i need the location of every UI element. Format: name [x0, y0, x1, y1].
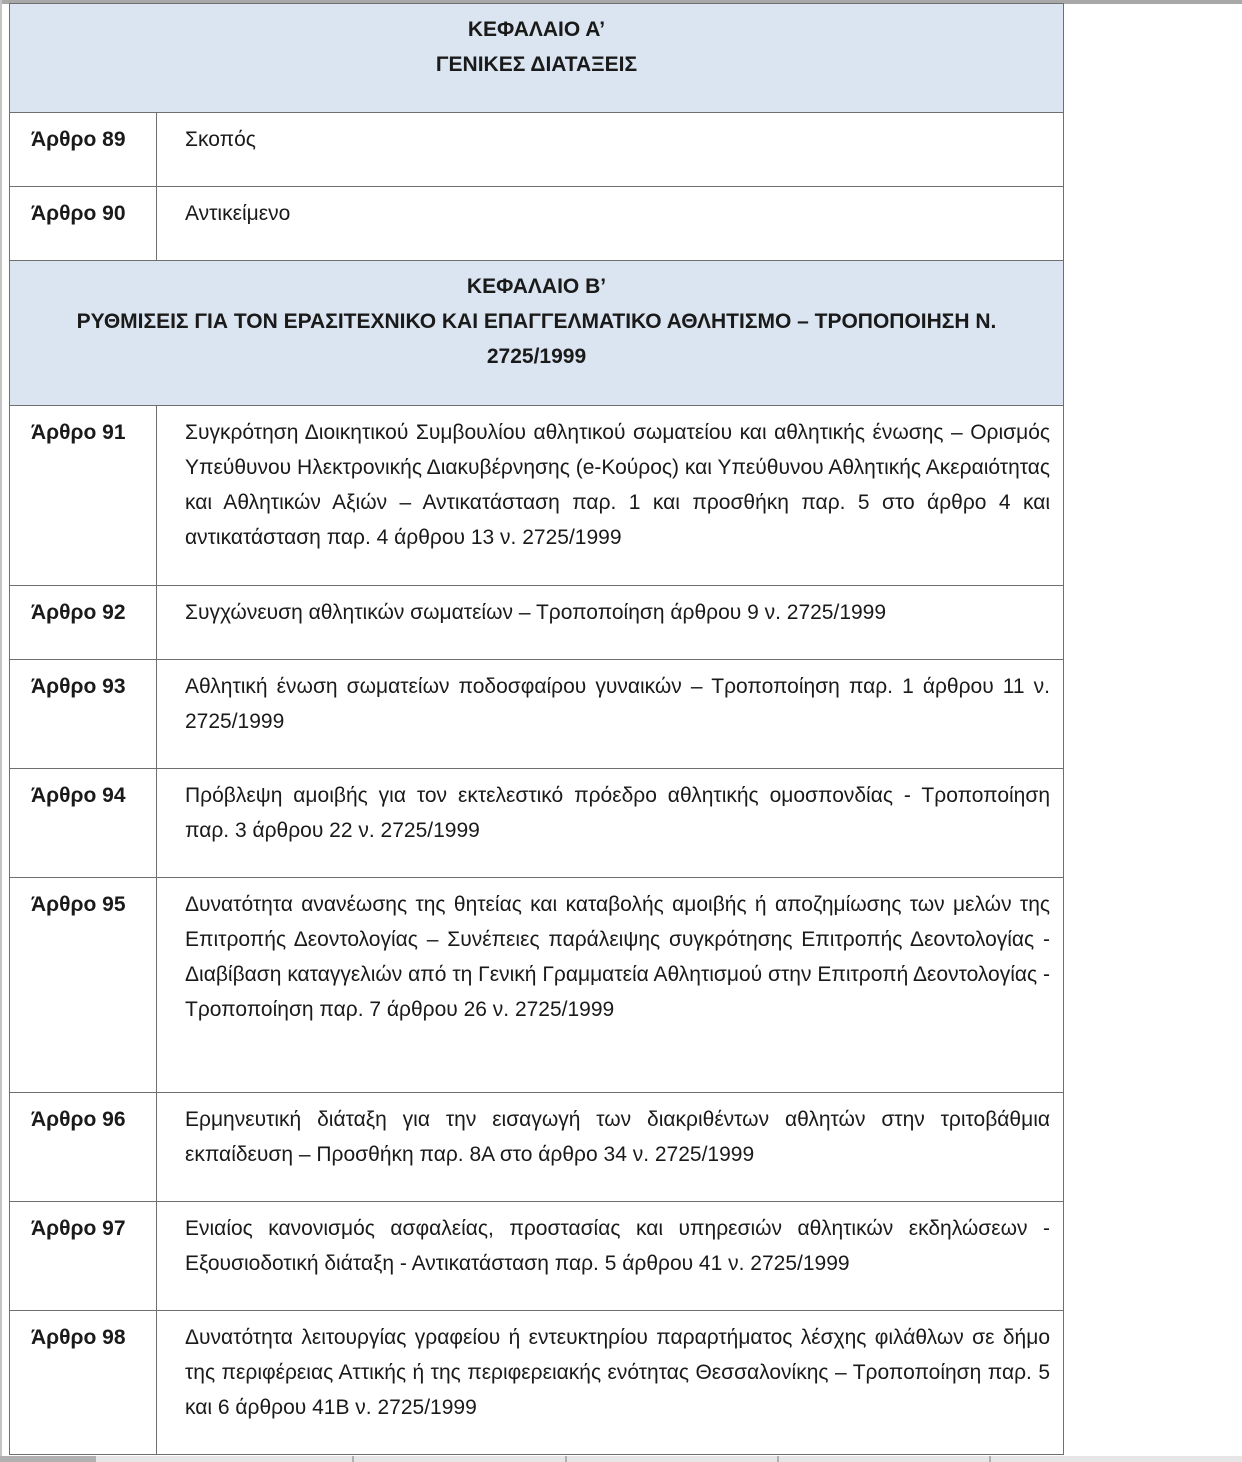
- article-row: [10, 878, 1064, 1093]
- article-title: Πρόβλεψη αμοιβής για τον εκτελεστικό πρόεδρο αθλητικής ομοσπονδίας - Τροποποίηση παρ. 3 άρθρου 22 ν. 2725/1999: [157, 769, 1064, 878]
- article-row: [10, 1093, 1064, 1202]
- article-title: Σκοπός: [157, 113, 1064, 187]
- article-title: Δυνατότητα λειτουργίας γραφείου ή εντευκτηρίου παραρτήματος λέσχης φιλάθλων σε δήμο της περιφέρειας Αττικής ή της περιφερειακής ενότητας Θεσσαλονίκης – Τροποποίηση παρ. 5 και 6 άρθρου 41Β ν. 2725/1999: [157, 1311, 1064, 1455]
- article-title: Αντικείμενο: [157, 187, 1064, 261]
- bottom-edge-tick: [989, 1456, 991, 1462]
- article-row: [10, 187, 1064, 261]
- article-row: [10, 406, 1064, 586]
- article-number: Άρθρο 97: [10, 1202, 157, 1311]
- article-title: Δυνατότητα ανανέωσης της θητείας και καταβολής αμοιβής ή αποζημίωσης των μελών της Επιτροπής Δεοντολογίας – Συνέπειες παράλειψης συγκρότησης Επιτροπής Δεοντολογίας - Διαβίβαση καταγγελιών από τη Γενική Γραμματεία Αθλητισμού στην Επιτροπή Δεοντολογίας - Τροποποίηση παρ. 7 άρθρου 26 ν. 2725/1999: [157, 878, 1064, 1093]
- page-left-border: [0, 0, 2, 1462]
- bottom-edge-shade: [0, 1456, 96, 1462]
- article-row: [10, 113, 1064, 187]
- chapter-subtitle-continued: 2725/1999: [486, 345, 587, 368]
- table-of-contents: [9, 3, 1064, 1455]
- chapter-subtitle: ΡΥΘΜΙΣΕΙΣ ΓΙΑ ΤΟΝ ΕΡΑΣΙΤΕΧΝΙΚΟ ΚΑΙ ΕΠΑΓΓΕΛΜΑΤΙΚΟ ΑΘΛΗΤΙΣΜΟ – ΤΡΟΠΟΠΟΙΗΣΗ Ν.: [76, 310, 997, 333]
- article-number: Άρθρο 89: [10, 113, 157, 187]
- article-number: Άρθρο 91: [10, 406, 157, 586]
- article-number: Άρθρο 90: [10, 187, 157, 261]
- chapter-row: [10, 4, 1064, 113]
- chapter-subtitle: ΓΕΝΙΚΕΣ ΔΙΑΤΑΞΕΙΣ: [435, 53, 638, 76]
- chapter-header: [10, 261, 1064, 406]
- article-title: Αθλητική ένωση σωματείων ποδοσφαίρου γυναικών – Τροποποίηση παρ. 1 άρθρου 11 ν. 2725/1999: [157, 660, 1064, 769]
- page-bottom-edge: [0, 1456, 1242, 1462]
- bottom-edge-tick: [777, 1456, 779, 1462]
- article-number: Άρθρο 98: [10, 1311, 157, 1455]
- article-title: Ενιαίος κανονισμός ασφαλείας, προστασίας και υπηρεσιών αθλητικών εκδηλώσεων - Εξουσιοδοτική διάταξη - Αντικατάσταση παρ. 5 άρθρου 41 ν. 2725/1999: [157, 1202, 1064, 1311]
- article-number: Άρθρο 93: [10, 660, 157, 769]
- article-number: Άρθρο 96: [10, 1093, 157, 1202]
- chapter-row: [10, 261, 1064, 406]
- article-number: Άρθρο 95: [10, 878, 157, 1093]
- article-row: [10, 1202, 1064, 1311]
- article-row: [10, 769, 1064, 878]
- chapter-heading: ΚΕΦΑΛΑΙΟ Α’: [467, 18, 606, 41]
- chapter-header: [10, 4, 1064, 113]
- bottom-edge-tick: [565, 1456, 567, 1462]
- article-row: [10, 586, 1064, 660]
- article-number: Άρθρο 92: [10, 586, 157, 660]
- article-title: Συγχώνευση αθλητικών σωματείων – Τροποποίηση άρθρου 9 ν. 2725/1999: [157, 586, 1064, 660]
- article-number: Άρθρο 94: [10, 769, 157, 878]
- bottom-edge-tick: [352, 1456, 354, 1462]
- article-row: [10, 1311, 1064, 1455]
- article-title: Συγκρότηση Διοικητικού Συμβουλίου αθλητικού σωματείου και αθλητικής ένωσης – Ορισμός Υπεύθυνου Ηλεκτρονικής Διακυβέρνησης (e-Κούρος) και Υπεύθυνου Αθλητικής Ακεραιότητας και Αθλητικών Αξιών – Αντικατάσταση παρ. 1 και προσθήκη παρ. 5 στο άρθρο 4 και αντικατάσταση παρ. 4 άρθρου 13 ν. 2725/1999: [157, 406, 1064, 586]
- article-title: Ερμηνευτική διάταξη για την εισαγωγή των διακριθέντων αθλητών στην τριτοβάθμια εκπαίδευση – Προσθήκη παρ. 8Α στο άρθρο 34 ν. 2725/1999: [157, 1093, 1064, 1202]
- chapter-heading: ΚΕΦΑΛΑΙΟ Β’: [466, 275, 607, 298]
- article-row: [10, 660, 1064, 769]
